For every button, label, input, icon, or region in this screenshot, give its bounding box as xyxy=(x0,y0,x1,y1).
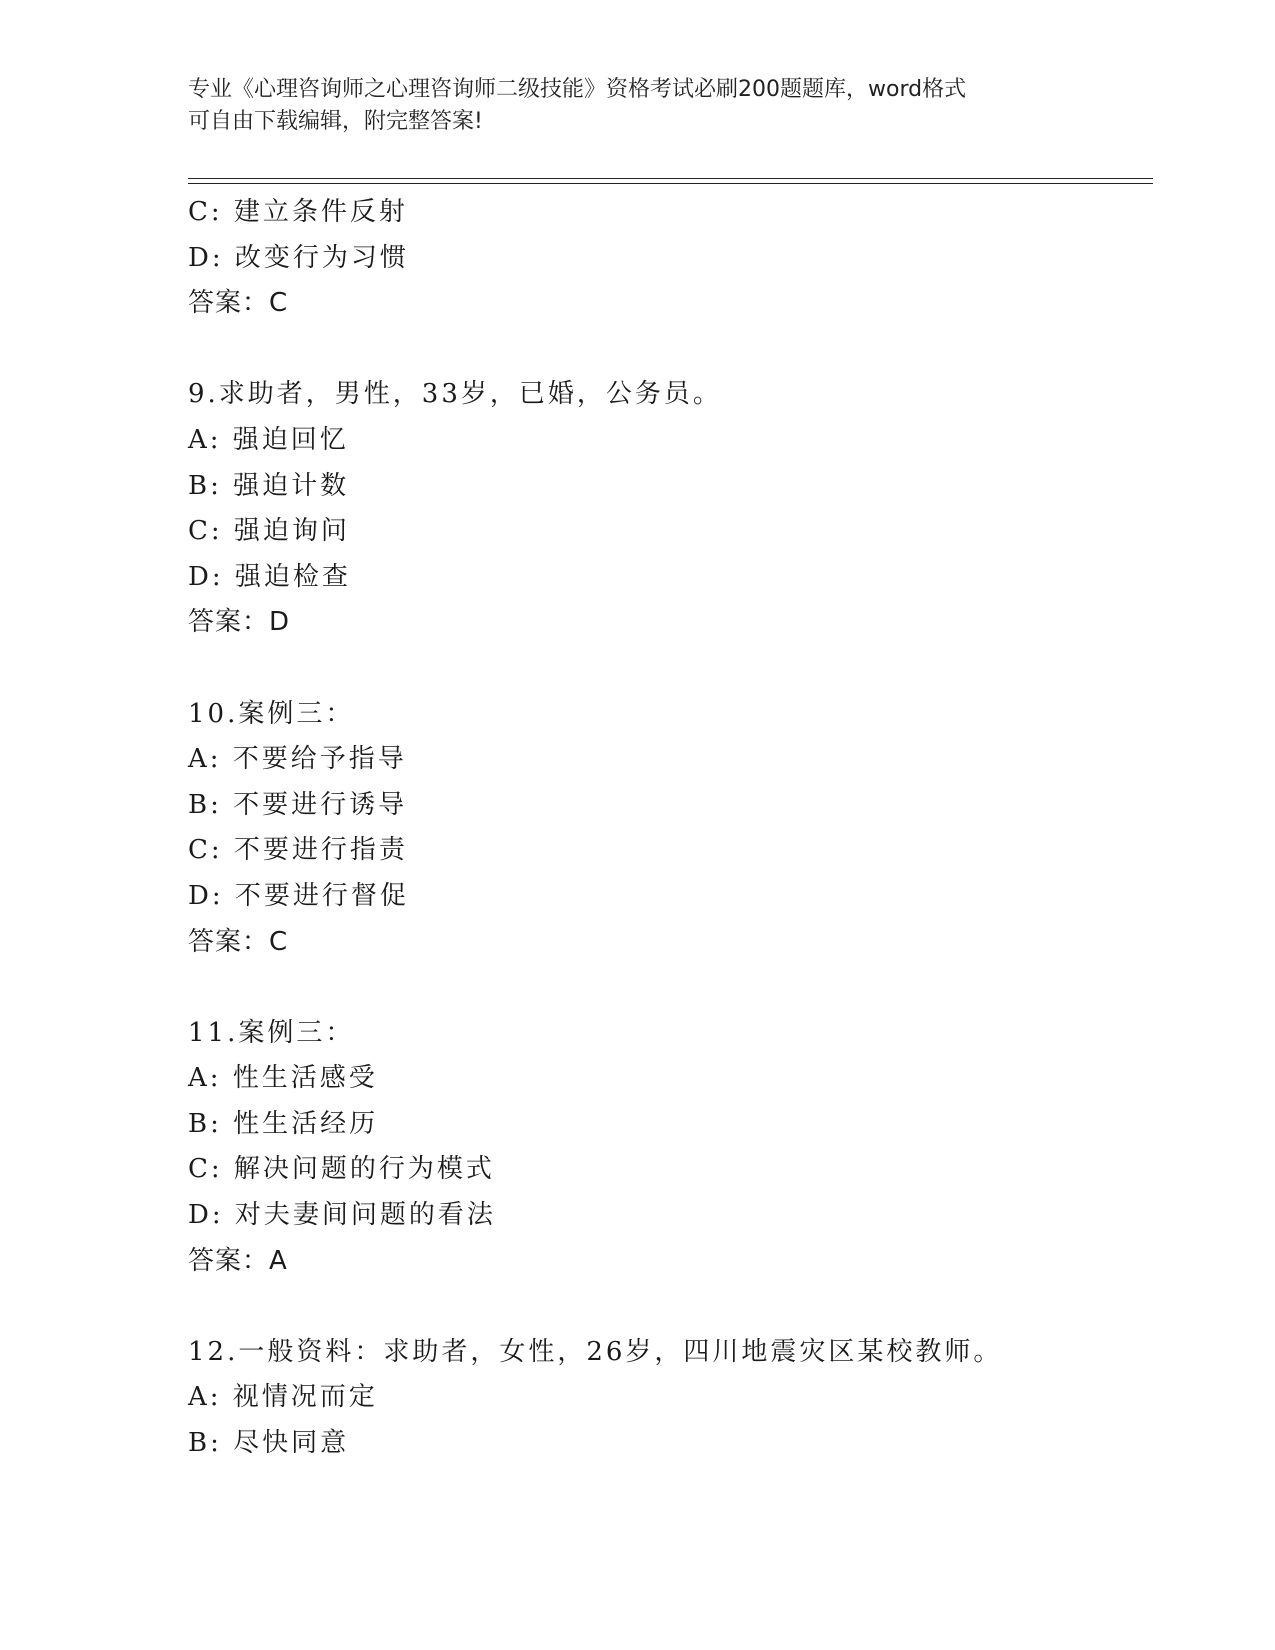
question-stem: 9.求助者，男性，33岁，已婚，公务员。 xyxy=(188,379,722,410)
option-c: C: 不要进行指责 xyxy=(188,835,408,866)
header-divider-top xyxy=(188,178,1153,179)
option-c: C: 解决问题的行为模式 xyxy=(188,1154,495,1185)
option-b: B: 尽快同意 xyxy=(188,1428,350,1459)
block-spacer xyxy=(188,1284,1153,1330)
answer-line: 答案：D xyxy=(188,607,291,638)
header-title-line-1: 专业《心理咨询师之心理咨询师二级技能》资格考试必刷200题题库，word格式 xyxy=(188,77,967,102)
answer-line: 答案：C xyxy=(188,926,289,957)
question-block xyxy=(188,190,1153,327)
option-b: B: 不要进行诱导 xyxy=(188,789,408,820)
question-block xyxy=(188,1011,1153,1285)
option-c: C: 强迫询问 xyxy=(188,516,350,547)
option-b: B: 强迫计数 xyxy=(188,470,350,501)
question-stem: 12.一般资料：求助者，女性，26岁，四川地震灾区某校教师。 xyxy=(188,1336,1003,1367)
document-header xyxy=(188,74,1088,138)
answer-line: 答案：C xyxy=(188,288,289,319)
question-block xyxy=(188,692,1153,966)
option-c: C: 建立条件反射 xyxy=(188,197,408,227)
question-stem: 10.案例三： xyxy=(188,698,355,729)
option-a: A: 强迫回忆 xyxy=(188,424,349,455)
option-d: D: 强迫检查 xyxy=(188,561,351,592)
header-title-line-2: 可自由下载编辑，附完整答案! xyxy=(188,109,483,134)
block-spacer xyxy=(188,327,1153,373)
option-d: D: 改变行为习惯 xyxy=(188,242,409,273)
question-block xyxy=(188,1330,1153,1467)
option-a: A: 性生活感受 xyxy=(188,1063,378,1094)
question-list xyxy=(188,190,1153,1467)
block-spacer xyxy=(188,965,1153,1011)
question-block xyxy=(188,372,1153,646)
block-spacer xyxy=(188,646,1153,692)
answer-line: 答案：A xyxy=(188,1245,288,1276)
question-stem: 11.案例三： xyxy=(188,1017,355,1048)
option-a: A: 视情况而定 xyxy=(188,1382,378,1413)
header-divider-bottom xyxy=(188,183,1153,184)
option-a: A: 不要给予指导 xyxy=(188,744,407,775)
option-d: D: 不要进行督促 xyxy=(188,880,409,911)
option-b: B: 性生活经历 xyxy=(188,1108,379,1139)
option-d: D: 对夫妻间问题的看法 xyxy=(188,1200,496,1231)
